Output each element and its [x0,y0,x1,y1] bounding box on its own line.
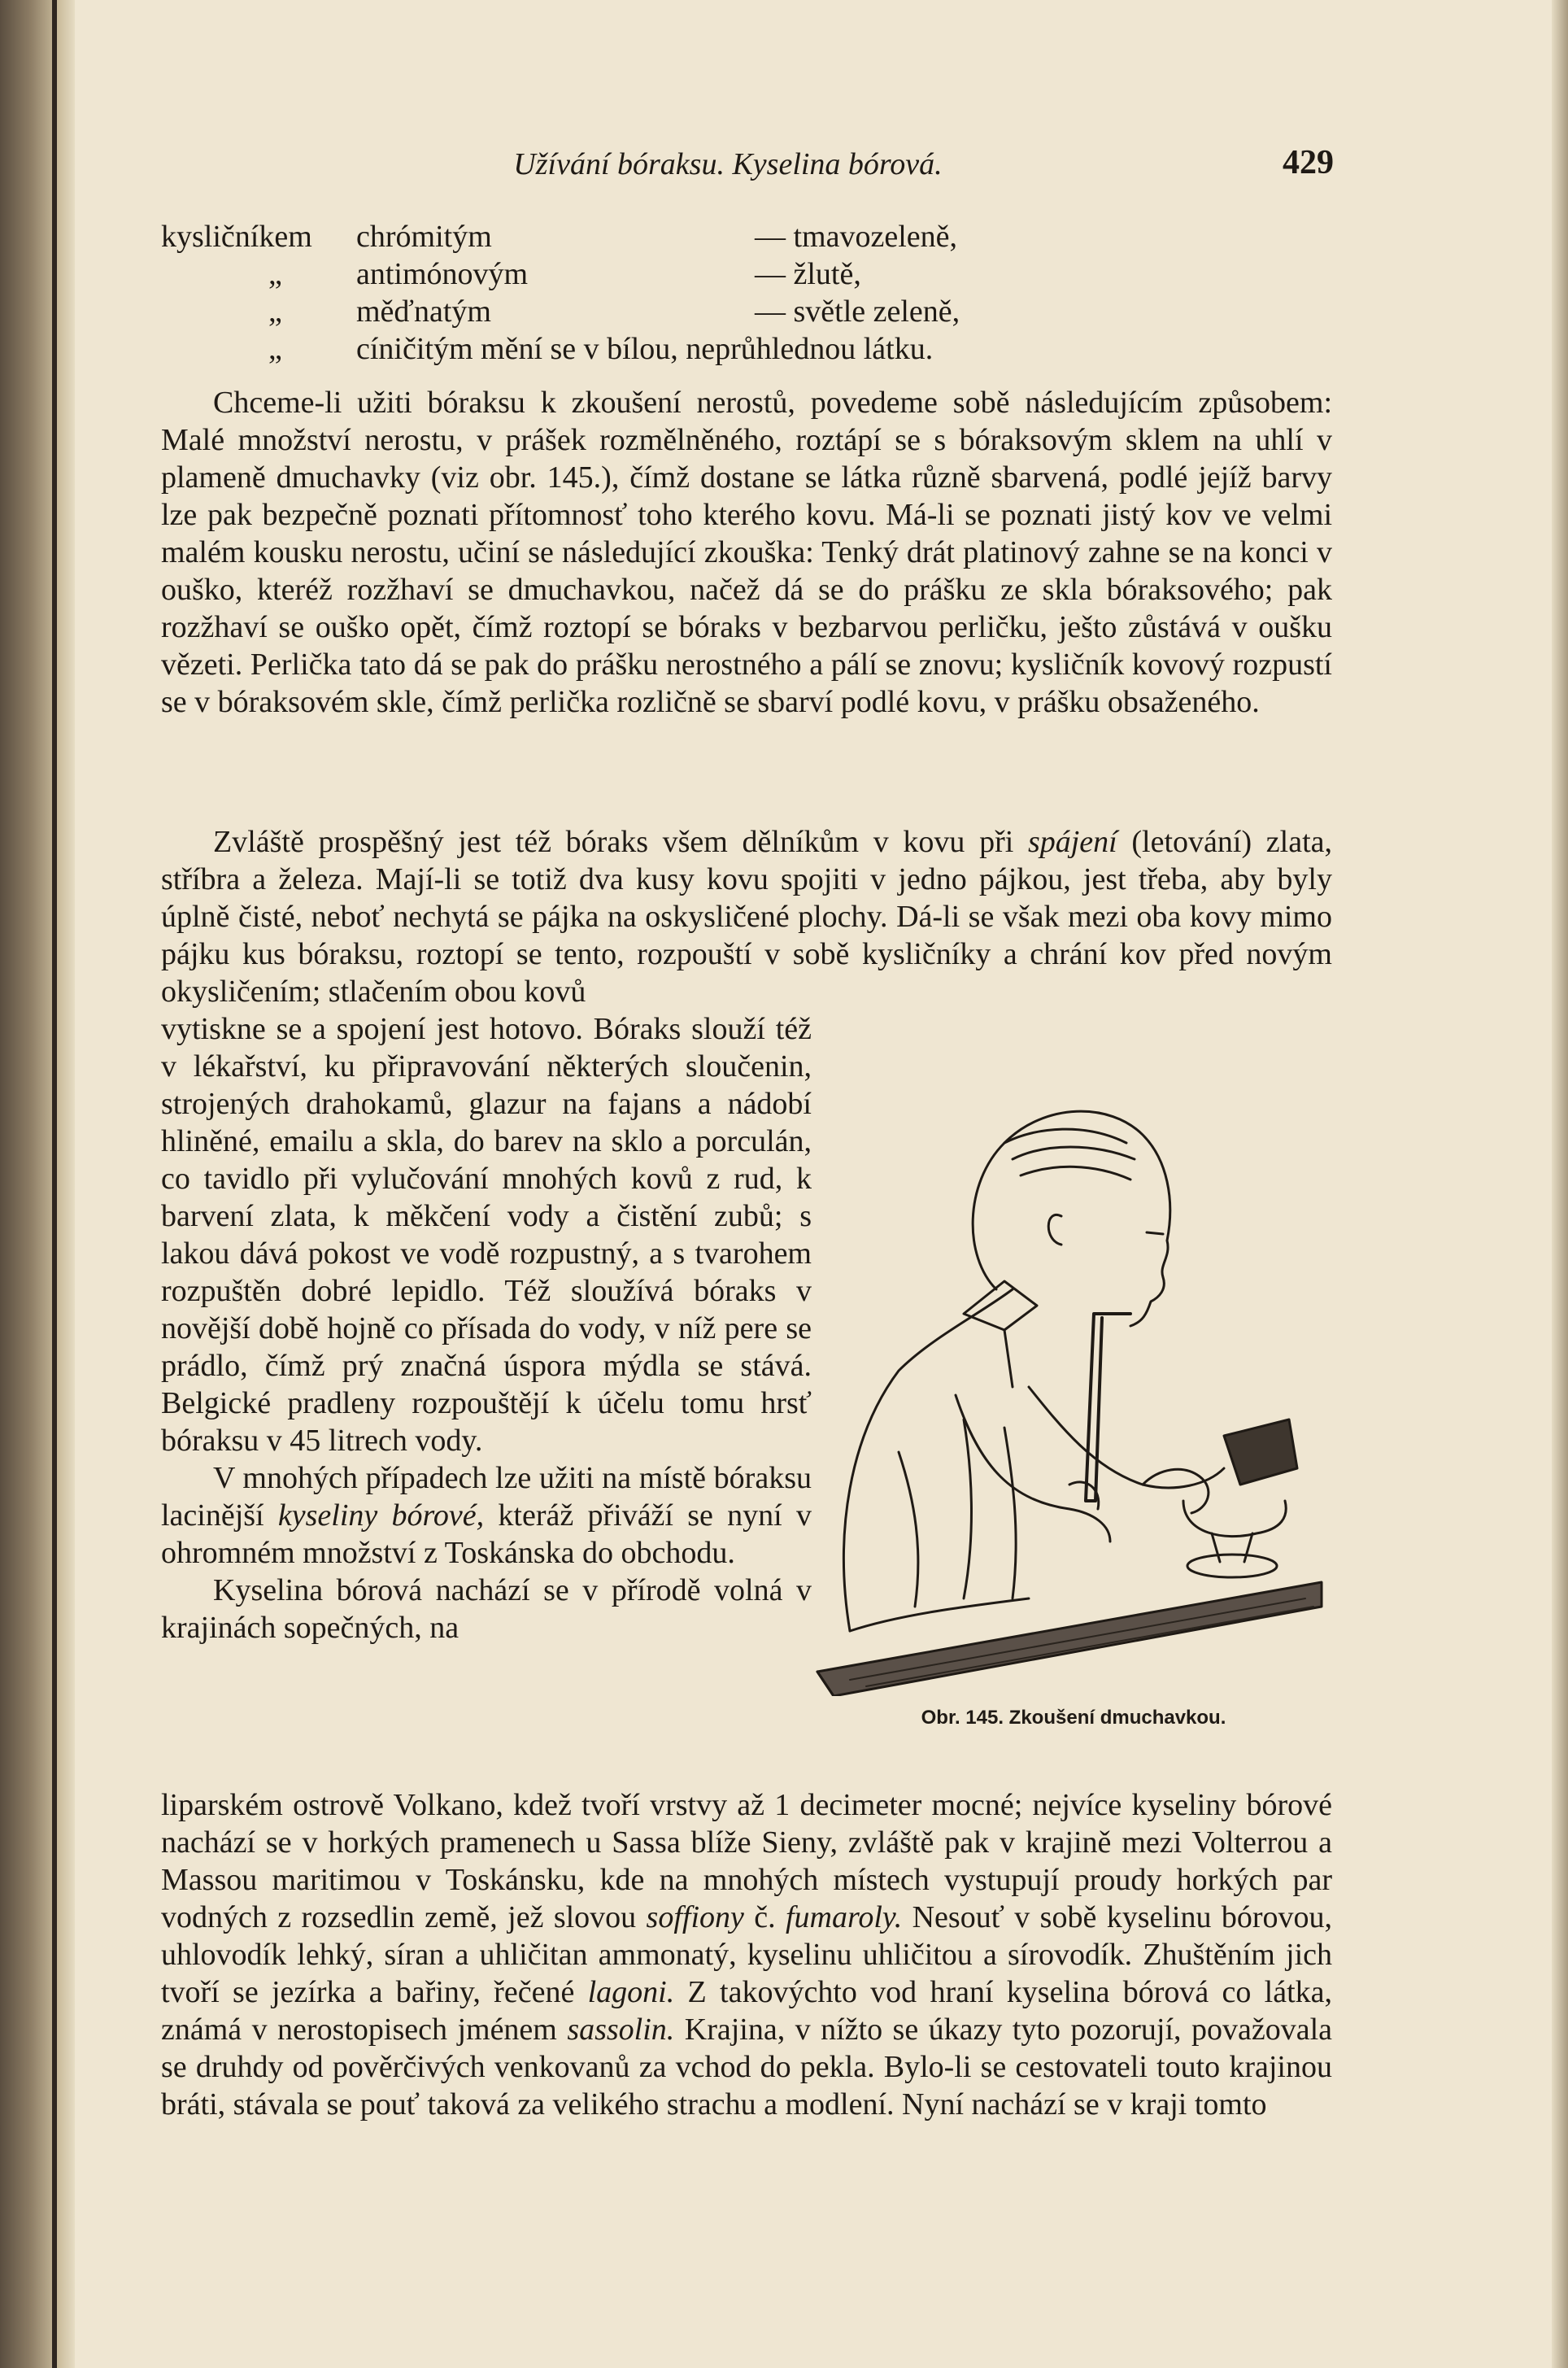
body-text: Kyselina bórová nachází se v přírodě volná v krajinách sopečných, na [161,1573,812,1645]
list-item: „ měďnatým — světle zeleně, [268,294,960,329]
body-text: liparském ostrově Volkano, kdež tvoří vrstvy až 1 decimeter mocné; nejvíce kyseliny bórové nachází se v horkých pramenech u Sassa blíže Sieny, zvláště pak v krajině mezi Volterrou a Massou maritimou v Toskánsku, kde na mnohých místech vystupují proudy horkých par vodných z rozsedlin země, jež slovou soffiony č. fumaroly. Nesouť v sobě kyselinu bórovou, uhlovodík lehký, síran a uhličitan ammonatý, kyselinu uhličitou a sírovodík. Zhuštěním jich tvoří se jezírka a bařiny, řečené lagoni. Z takovýchto vod hraní kyselina bórová co látka, známá v nerostopisech jménem sassolin. Krajina, v nížto se úkazy tyto pozorují, považovala se druhdy od pověrčivých venkovanů za vchod do pekla. Bylo-li se cestovateli touto krajinou bráti, stávala se pouť taková za velikého strachu a modlení. Nyní nachází se v kraji tomto [161,1788,1333,2122]
running-head: Užívání bóraksu. Kyselina bórová. [513,147,943,181]
paragraph-2 [161,823,1332,1010]
page-number: 429 [1283,144,1334,181]
page-edge [1552,0,1568,2368]
body-text: vytiskne se a spojení jest hotovo. Bóraks slouží též v lékařství, ku připravování některých sloučenin, strojených drahokamů, glazur na fajans a nádobí hliněné, emailu a skla, do barev na sklo a porculán, co tavidlo při vylučování mnohých kovů z rud, k barvení zlata, k měkčení vody a čistění zubů; s lakou dává pokost ve vodě rozpustný, a s tvarohem rozpuštěn dobré lepidlo. Též sloužívá bóraks v novější době hojně co přísada do vody, v níž pere se prádlo, čímž prý značná úspora mýdla se stává. Belgické pradleny rozpouštějí k účelu tomu hrsť bóraksu v 45 litrech vody. [161,1012,812,1458]
paragraph-1 [161,384,1332,721]
list-item: „ antimónovým — žlutě, [268,257,861,291]
list-item: kysličníkem chrómitým — tmavozeleně, [161,220,958,254]
figure-caption: Obr. 145. Zkoušení dmuchavkou. [921,1707,1226,1729]
body-text: Zvláště prospěšný jest též bóraks všem dělníkům v kovu při spájení (letování) zlata, stříbra a železa. Mají-li se totiž dva kusy kovu spojiti v jedno pájkou, jest třeba, aby byly úplně čisté, neboť nechytá se pájka na oskysličené plochy. Dá-li se však mezi oba kovy mimo pájku kus bóraksu, roztopí se tento, rozpouští v sobě kysličníky a chrání kov před novým okysličením; stlačením obou kovů [161,825,1333,1009]
body-text: V mnohých případech lze užiti na místě bóraksu lacinější kyseliny bórové, kteráž přiváží se nyní v ohromném množství z Toskánska do obchodu. [161,1461,812,1570]
narrow-column [161,1010,812,1646]
body-text: Chceme-li užiti bóraksu k zkoušení nerostů, povedeme sobě následujícím způsobem: Malé množství nerostu, v prášek rozmělněného, roztápí se s bóraksovým sklem na uhlí v plameně dmuchavky (viz obr. 145.), čímž dostane se látka různě sbarvená, podlé jejíž barvy lze pak bezpečně poznati přítomnosť toho kterého kovu. Má-li se poznati jistý kov ve velmi malém kousku nerostu, učiní se následující zkouška: Tenký drát platinový zahne se na konci v ouško, kteréž rozžhaví se dmuchavkou, načež dá se do prášku ze skla bóraksového; pak rozžhaví se ouško opět, čímž roztopí se bóraks v bezbarvou perličku, ješto zůstává v oušku vězeti. Perlička tato dá se pak do prášku nerostného a pálí se znovu; kysličník kovový rozpustí se v bóraksovém skle, čímž perlička rozličně se sbarví podlé kovu, v prášku obsaženého. [161,386,1332,719]
figure-145 [801,1045,1334,1696]
page-header [122,138,1334,187]
binding-shadow [52,0,57,2368]
blowpipe-engraving-icon [801,1045,1334,1696]
paragraph-4-cont [161,1786,1332,2123]
book-binding [0,0,75,2368]
list-item: „ cíničitým mění se v bílou, neprůhlednou látku. [268,332,934,366]
